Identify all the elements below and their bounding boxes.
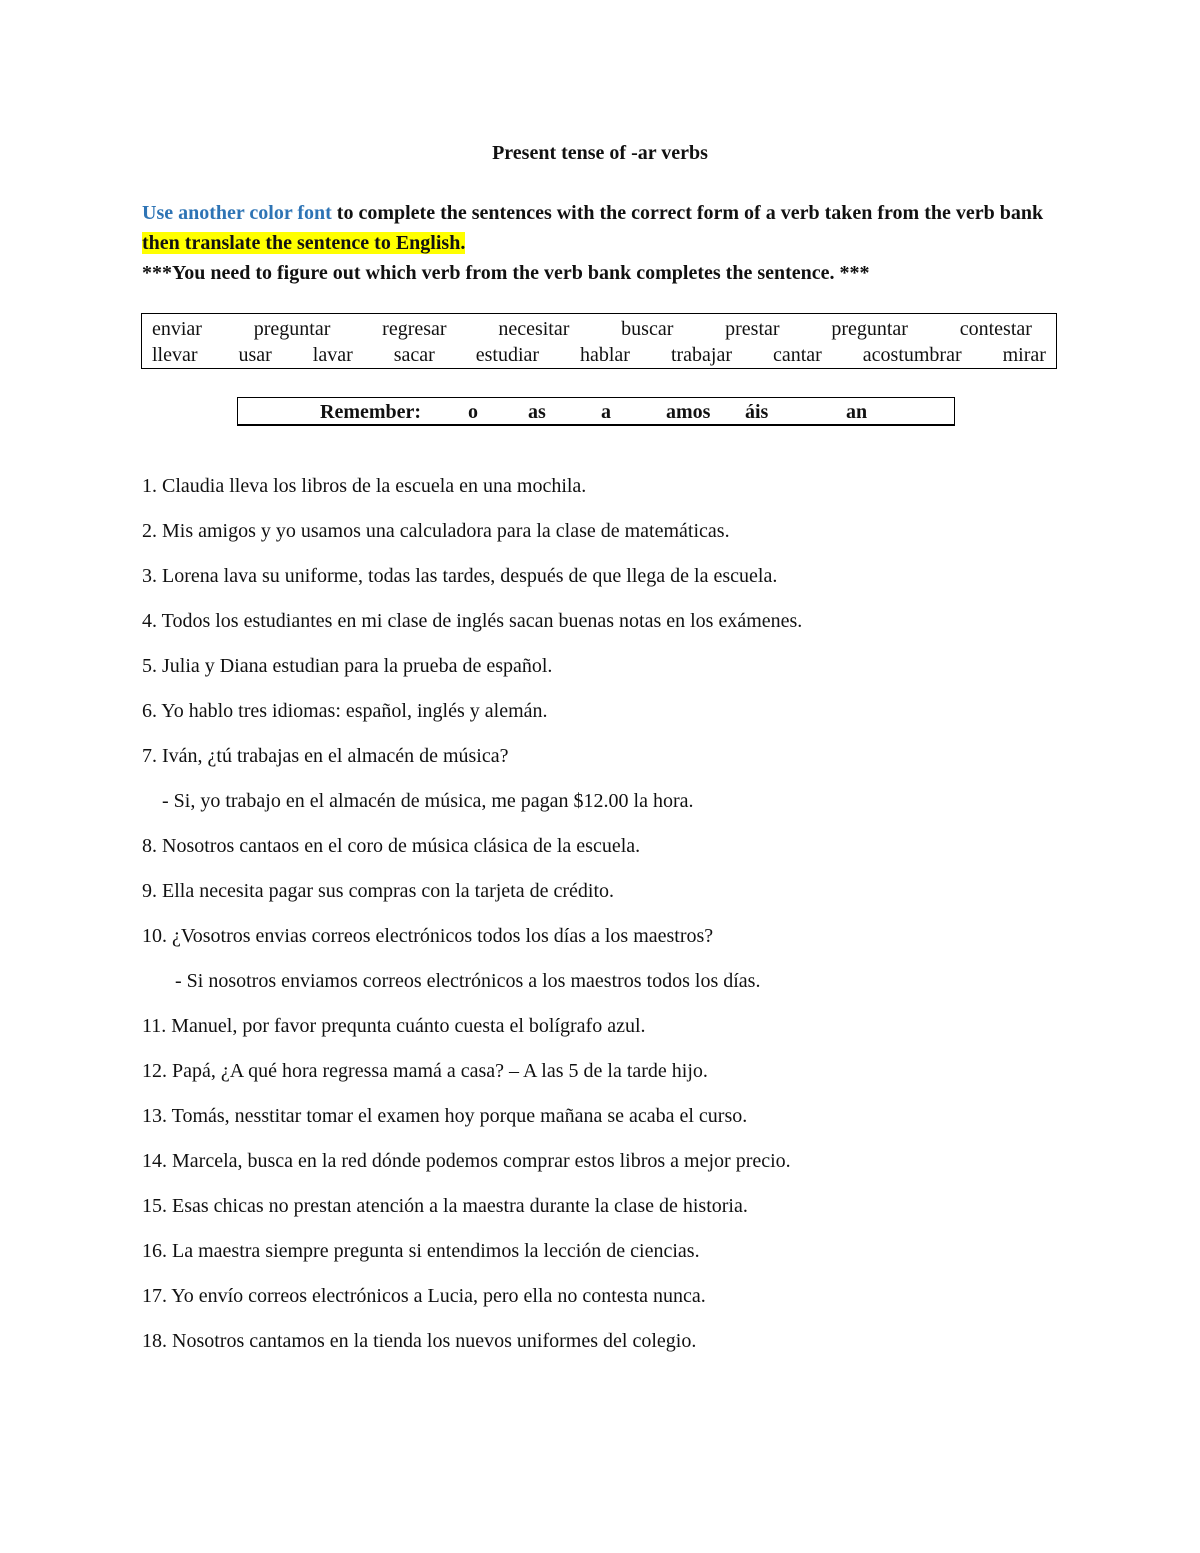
verb-bank-word: trabajar: [670, 344, 733, 366]
exercise-item: 13. Tomás, nesstitar tomar el examen hoy porque mañana se acaba el curso.: [142, 1105, 748, 1127]
verb-bank-word: regresar: [382, 318, 447, 340]
exercise-item: 7. Iván, ¿tú trabajas en el almacén de música?: [142, 745, 509, 767]
exercise-item: 6. Yo hablo tres idiomas: español, inglés y alemán.: [142, 700, 548, 722]
exercise-answer: - Si nosotros enviamos correos electrónicos a los maestros todos los días.: [175, 970, 761, 992]
instructions-highlight: then translate the sentence to English.: [142, 232, 466, 254]
exercise-item: 11. Manuel, por favor prequnta cuánto cuesta el bolígrafo azul.: [142, 1015, 646, 1037]
verb-bank-word: preguntar: [253, 318, 331, 340]
exercise-item: 16. La maestra siempre pregunta si entendimos la lección de ciencias.: [142, 1240, 700, 1262]
page-title: Present tense of -ar verbs: [492, 142, 708, 164]
verb-bank-word: estudiar: [475, 344, 540, 366]
exercise-item: 17. Yo envío correos electrónicos a Lucia, pero ella no contesta nunca.: [142, 1285, 706, 1307]
verb-bank-word: hablar: [580, 344, 630, 366]
verb-bank-word: necesitar: [498, 318, 570, 340]
exercise-item: 4. Todos los estudiantes en mi clase de inglés sacan buenas notas en los exámenes.: [142, 610, 803, 632]
verb-bank-word: prestar: [725, 318, 780, 340]
verb-bank-row-1: [152, 318, 1032, 341]
remember-ending: áis: [745, 401, 769, 423]
verb-bank: [141, 313, 1057, 369]
exercise-item: 15. Esas chicas no prestan atención a la maestra durante la clase de historia.: [142, 1195, 748, 1217]
verb-bank-word: lavar: [312, 344, 353, 366]
verb-bank-word: llevar: [152, 344, 198, 366]
remember-ending: amos: [666, 401, 711, 423]
remember-ending: a: [601, 401, 611, 423]
instructions: [142, 198, 1082, 288]
remember-ending: an: [846, 401, 868, 423]
verb-bank-word: buscar: [621, 318, 674, 340]
remember-ending: as: [528, 401, 546, 423]
verb-bank-word: cantar: [772, 344, 822, 366]
verb-bank-word: mirar: [1002, 344, 1046, 366]
instructions-blue-text: Use another color font: [142, 202, 332, 224]
verb-bank-word: sacar: [393, 344, 435, 366]
exercise-item: 3. Lorena lava su uniforme, todas las tardes, después de que llega de la escuela.: [142, 565, 778, 587]
exercise-item: 5. Julia y Diana estudian para la prueba de español.: [142, 655, 553, 677]
exercise-item: 18. Nosotros cantamos en la tienda los nuevos uniformes del colegio.: [142, 1330, 697, 1352]
exercise-item: 9. Ella necesita pagar sus compras con la tarjeta de crédito.: [142, 880, 615, 902]
exercise-item: 14. Marcela, busca en la red dónde podemos comprar estos libros a mejor precio.: [142, 1150, 791, 1172]
exercise-item: 8. Nosotros cantaos en el coro de música clásica de la escuela.: [142, 835, 641, 857]
exercise-list: [142, 472, 1142, 1372]
exercise-item: 2. Mis amigos y yo usamos una calculadora para la clase de matemáticas.: [142, 520, 730, 542]
verb-bank-word: contestar: [959, 318, 1032, 340]
verb-bank-word: enviar: [152, 318, 202, 340]
remember-label: Remember:: [320, 401, 422, 423]
instructions-note: ***You need to figure out which verb from the verb bank completes the sentence. ***: [142, 262, 870, 284]
exercise-item: 12. Papá, ¿A qué hora regressa mamá a casa? – A las 5 de la tarde hijo.: [142, 1060, 708, 1082]
exercise-item: 10. ¿Vosotros envias correos electrónicos todos los días a los maestros?: [142, 925, 714, 947]
exercise-item: 1. Claudia lleva los libros de la escuela en una mochila.: [142, 475, 587, 497]
verb-bank-word: usar: [238, 344, 272, 366]
remember-box: [237, 397, 955, 426]
instructions-text: to complete the sentences with the correct form of a verb taken from the verb bank: [331, 202, 1044, 224]
remember-ending: o: [468, 401, 478, 423]
verb-bank-word: acostumbrar: [862, 344, 962, 366]
exercise-answer: - Si, yo trabajo en el almacén de música, me pagan $12.00 la hora.: [162, 790, 694, 812]
verb-bank-row-2: [152, 344, 1046, 367]
verb-bank-word: preguntar: [831, 318, 908, 340]
